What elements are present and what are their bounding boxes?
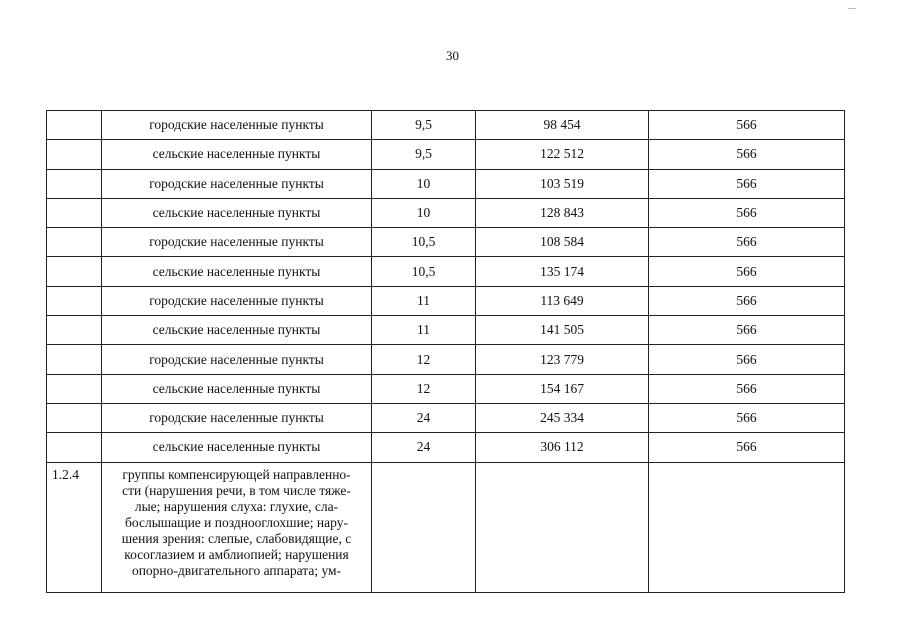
row-number-cell [47,433,102,462]
table-row [47,316,845,345]
settlement-type-cell: городские населенные пункты [102,286,372,315]
hours-cell: 11 [372,286,476,315]
hours-cell: 10 [372,169,476,198]
settlement-type-cell: сельские населенные пункты [102,374,372,403]
days-cell: 566 [649,169,845,198]
hours-cell: 24 [372,433,476,462]
table-row-1-2-4 [47,462,845,592]
table-row [47,169,845,198]
table-row [47,345,845,374]
row-number-cell [47,198,102,227]
settlement-type-cell: сельские населенные пункты [102,433,372,462]
table-row [47,374,845,403]
row-number-cell [47,257,102,286]
hours-cell: 11 [372,316,476,345]
hours-cell: 24 [372,403,476,432]
hours-cell: 9,5 [372,140,476,169]
table-row [47,257,845,286]
row-number-cell: 1.2.4 [47,462,102,592]
days-cell: 566 [649,228,845,257]
cost-cell: 128 843 [476,198,649,227]
description-line: группы компенсирующей направленно- [122,466,351,482]
cost-cell: 98 454 [476,111,649,140]
hours-cell [372,462,476,592]
cost-cell: 245 334 [476,403,649,432]
settlement-type-cell: городские населенные пункты [102,228,372,257]
settlement-type-cell: городские населенные пункты [102,111,372,140]
row-number-cell [47,169,102,198]
hours-cell: 12 [372,345,476,374]
description-line: сти (нарушения речи, в том числе тяже- [122,482,351,498]
days-cell: 566 [649,111,845,140]
page-number: 30 [446,48,459,63]
row-number-cell [47,228,102,257]
row-number-cell [47,316,102,345]
settlement-type-cell: городские населенные пункты [102,345,372,374]
group-description-cell [102,462,372,592]
settlement-type-cell: сельские населенные пункты [102,140,372,169]
description-line: косоглазием и амблиопией; нарушения [124,546,349,562]
cost-cell: 135 174 [476,257,649,286]
scan-mark [848,8,856,9]
hours-cell: 10 [372,198,476,227]
table-row [47,286,845,315]
days-cell: 566 [649,140,845,169]
table-row [47,111,845,140]
description-line: шения зрения: слепые, слабовидящие, с [121,530,352,546]
cost-cell: 306 112 [476,433,649,462]
settlement-type-cell: сельские населенные пункты [102,316,372,345]
days-cell: 566 [649,374,845,403]
cost-cell: 141 505 [476,316,649,345]
settlement-type-cell: городские населенные пункты [102,169,372,198]
days-cell: 566 [649,403,845,432]
hours-cell: 10,5 [372,257,476,286]
row-number-cell [47,345,102,374]
table-row [47,198,845,227]
cost-cell: 103 519 [476,169,649,198]
hours-cell: 12 [372,374,476,403]
days-cell: 566 [649,433,845,462]
row-number-cell [47,111,102,140]
days-cell: 566 [649,198,845,227]
settlement-type-cell: городские населенные пункты [102,403,372,432]
cost-cell: 113 649 [476,286,649,315]
hours-cell: 9,5 [372,111,476,140]
settlement-type-cell: сельские населенные пункты [102,198,372,227]
cost-cell [476,462,649,592]
cost-cell: 123 779 [476,345,649,374]
hours-cell: 10,5 [372,228,476,257]
days-cell: 566 [649,316,845,345]
table-row [47,403,845,432]
description-line: бослышащие и позднооглохшие; нару- [125,514,348,530]
row-number-cell [47,403,102,432]
cost-cell: 108 584 [476,228,649,257]
row-number-cell [47,140,102,169]
cost-cell: 122 512 [476,140,649,169]
row-number-cell [47,286,102,315]
days-cell: 566 [649,286,845,315]
table-row [47,433,845,462]
table-body [47,111,845,593]
table-row [47,140,845,169]
settlement-type-cell: сельские населенные пункты [102,257,372,286]
cost-cell: 154 167 [476,374,649,403]
days-cell: 566 [649,345,845,374]
description-line: опорно-двигательного аппарата; ум- [131,562,342,578]
tariff-table [46,110,845,593]
days-cell [649,462,845,592]
days-cell: 566 [649,257,845,286]
row-number-cell [47,374,102,403]
description-line: лые; нарушения слуха: глухие, сла- [134,498,339,514]
table-row [47,228,845,257]
